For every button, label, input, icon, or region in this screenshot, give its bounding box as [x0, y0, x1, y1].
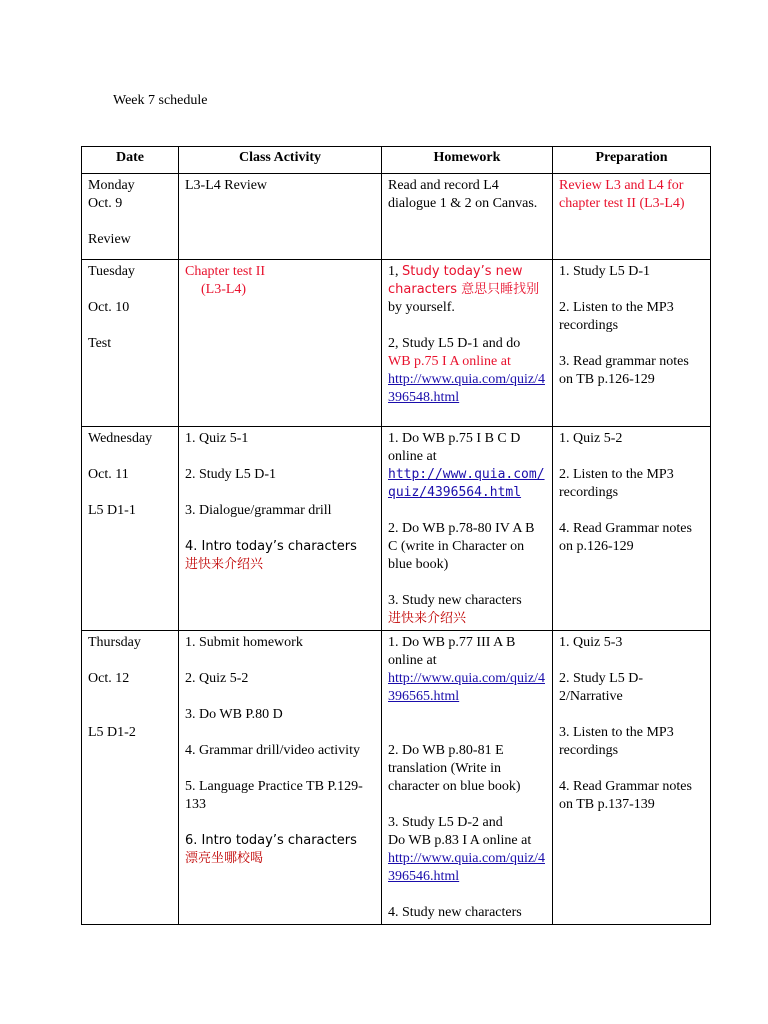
- homework-item: 4. Study new characters: [388, 905, 522, 920]
- preparation-item: 2. Study L5 D-2/Narrative: [559, 671, 643, 704]
- activity-item: 3. Do WB P.80 D: [185, 707, 283, 722]
- activity-cell: [179, 260, 382, 427]
- activity-item: 2. Quiz 5-2: [185, 671, 249, 686]
- homework-item: Read and record L4 dialogue 1 & 2 on Canvas.: [388, 178, 538, 211]
- date-cell: [82, 174, 179, 260]
- table-row-thursday: [82, 631, 711, 925]
- day-date: Oct. 11: [88, 467, 129, 482]
- activity-item: 4. Grammar drill/video activity: [185, 743, 360, 758]
- day-topic: Test: [88, 336, 112, 351]
- preparation-item: 1. Study L5 D-1: [559, 264, 650, 279]
- homework-cell: [382, 631, 553, 925]
- table-header-row: [82, 147, 711, 174]
- day-topic: Review: [88, 232, 131, 247]
- homework-highlight: WB p.75 I A online at: [388, 354, 511, 369]
- homework-item: 2. Do WB p.78-80 IV A B C (write in Character on blue book): [388, 521, 535, 572]
- activity-item: Chapter test II: [185, 264, 266, 279]
- preparation-cell: [553, 174, 711, 260]
- header-date: Date: [82, 147, 179, 174]
- date-cell: [82, 260, 179, 427]
- homework-cell: [382, 174, 553, 260]
- date-cell: [82, 427, 179, 631]
- header-preparation: Preparation: [553, 147, 711, 174]
- homework-item: 2. Do WB p.80-81 E translation (Write in character on blue book): [388, 743, 521, 794]
- schedule-table: [81, 146, 711, 925]
- day-name: Monday: [88, 178, 135, 193]
- quiz-link[interactable]: http://www.quia.com/quiz/4396548.html: [388, 372, 545, 405]
- homework-item: 1, Study today’s new characters 意思只睡找别 by yourself.: [388, 264, 540, 315]
- day-topic: L5 D1-1: [88, 503, 136, 518]
- day-name: Thursday: [88, 635, 141, 650]
- homework-item: 1. Do WB p.77 III A B online at http://www.quia.com/quiz/4396565.html: [388, 635, 545, 704]
- preparation-item: 3. Listen to the MP3 recordings: [559, 725, 674, 758]
- homework-cell: [382, 260, 553, 427]
- quiz-link[interactable]: http://www.quia.com/quiz/4396564.html: [388, 467, 545, 500]
- activity-item: 1. Submit homework: [185, 635, 303, 650]
- preparation-item: 4. Read Grammar notes on TB p.137-139: [559, 779, 692, 812]
- homework-item: 1. Do WB p.75 I B C D online at http://www.quia.com/quiz/4396564.html: [388, 431, 545, 500]
- activity-cell: [179, 427, 382, 631]
- header-class-activity: Class Activity: [179, 147, 382, 174]
- day-topic: L5 D1-2: [88, 725, 136, 740]
- activity-cell: [179, 631, 382, 925]
- activity-item: 3. Dialogue/grammar drill: [185, 503, 332, 518]
- activity-item: 2. Study L5 D-1: [185, 467, 276, 482]
- preparation-cell: [553, 427, 711, 631]
- preparation-item: 1. Quiz 5-3: [559, 635, 623, 650]
- document-title: Week 7 schedule: [113, 93, 208, 108]
- new-characters: 漂亮坐哪校喝: [185, 851, 264, 866]
- preparation-item: 2. Listen to the MP3 recordings: [559, 300, 674, 333]
- quiz-link[interactable]: http://www.quia.com/quiz/4396546.html: [388, 851, 545, 884]
- day-date: Oct. 10: [88, 300, 130, 315]
- preparation-item: 3. Read grammar notes on TB p.126-129: [559, 354, 689, 387]
- activity-item: 6. Intro today’s characters: [185, 833, 357, 848]
- preparation-item: 2. Listen to the MP3 recordings: [559, 467, 674, 500]
- new-characters: 进快来介绍兴: [185, 557, 264, 572]
- preparation-cell: [553, 631, 711, 925]
- preparation-item: 1. Quiz 5-2: [559, 431, 623, 446]
- day-name: Tuesday: [88, 264, 135, 279]
- preparation-item: 4. Read Grammar notes on p.126-129: [559, 521, 692, 554]
- homework-highlight: Study today’s new characters 意思只睡找别: [388, 264, 540, 297]
- activity-item-sub: (L3-L4): [201, 282, 247, 297]
- table-row-wednesday: [82, 427, 711, 631]
- table-row-tuesday: [82, 260, 711, 427]
- homework-item: 3. Study new characters: [388, 593, 522, 608]
- new-characters: 进快来介绍兴: [388, 611, 467, 626]
- date-cell: [82, 631, 179, 925]
- day-date: Oct. 12: [88, 671, 130, 686]
- activity-item: L3-L4 Review: [185, 178, 268, 193]
- preparation-item: Review L3 and L4 for chapter test II (L3-L4): [559, 178, 685, 211]
- preparation-cell: [553, 260, 711, 427]
- table-row-monday: [82, 174, 711, 260]
- activity-item: 1. Quiz 5-1: [185, 431, 249, 446]
- activity-item: 4. Intro today’s characters: [185, 539, 357, 554]
- day-name: Wednesday: [88, 431, 153, 446]
- homework-item: 3. Study L5 D-2 and Do WB p.83 I A online at http://www.quia.com/quiz/4396546.html: [388, 815, 545, 884]
- homework-item: 2, Study L5 D-1 and do WB p.75 I A online at http://www.quia.com/quiz/4396548.html: [388, 336, 545, 405]
- activity-cell: [179, 174, 382, 260]
- day-date: Oct. 9: [88, 196, 123, 211]
- homework-cell: [382, 427, 553, 631]
- quiz-link[interactable]: http://www.quia.com/quiz/4396565.html: [388, 671, 545, 704]
- header-homework: Homework: [382, 147, 553, 174]
- activity-item: 5. Language Practice TB P.129-133: [185, 779, 363, 812]
